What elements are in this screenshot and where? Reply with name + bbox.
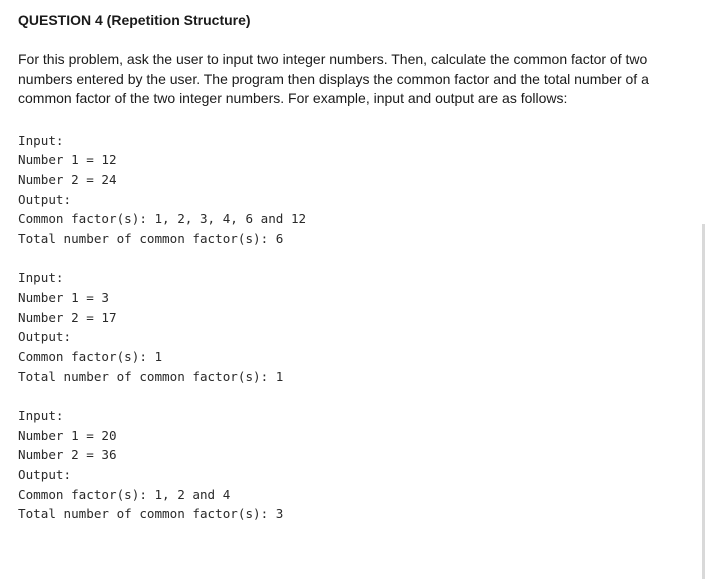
total-factors-line: Total number of common factor(s): 1 xyxy=(18,368,284,384)
document xyxy=(18,10,668,544)
example-2 xyxy=(18,268,668,386)
output-label: Output: xyxy=(18,467,72,483)
number-2-line: Number 2 = 36 xyxy=(18,447,117,463)
number-1-line: Number 1 = 12 xyxy=(18,152,117,168)
input-label: Input: xyxy=(18,132,64,148)
number-1-line: Number 1 = 3 xyxy=(18,289,109,305)
number-1-line: Number 1 = 20 xyxy=(18,427,117,443)
question-heading: QUESTION 4 (Repetition Structure) xyxy=(18,12,251,28)
example-3 xyxy=(18,406,668,524)
question-description: For this problem, ask the user to input two integer numbers. Then, calculate the common factor of two numbers entered by the user. The program then displays the common factor and the total number of a common factor of the two integer numbers. For example, input and output are as follows: xyxy=(18,51,649,106)
common-factors-line: Common factor(s): 1, 2, 3, 4, 6 and 12 xyxy=(18,211,307,227)
output-label: Output: xyxy=(18,329,72,345)
common-factors-line: Common factor(s): 1, 2 and 4 xyxy=(18,486,231,502)
common-factors-line: Common factor(s): 1 xyxy=(18,349,163,365)
total-factors-line: Total number of common factor(s): 3 xyxy=(18,506,284,522)
examples-block xyxy=(18,131,668,525)
number-2-line: Number 2 = 24 xyxy=(18,171,117,187)
total-factors-line: Total number of common factor(s): 6 xyxy=(18,231,284,247)
number-2-line: Number 2 = 17 xyxy=(18,309,117,325)
output-label: Output: xyxy=(18,191,72,207)
example-1 xyxy=(18,131,668,249)
input-label: Input: xyxy=(18,270,64,286)
input-label: Input: xyxy=(18,407,64,423)
